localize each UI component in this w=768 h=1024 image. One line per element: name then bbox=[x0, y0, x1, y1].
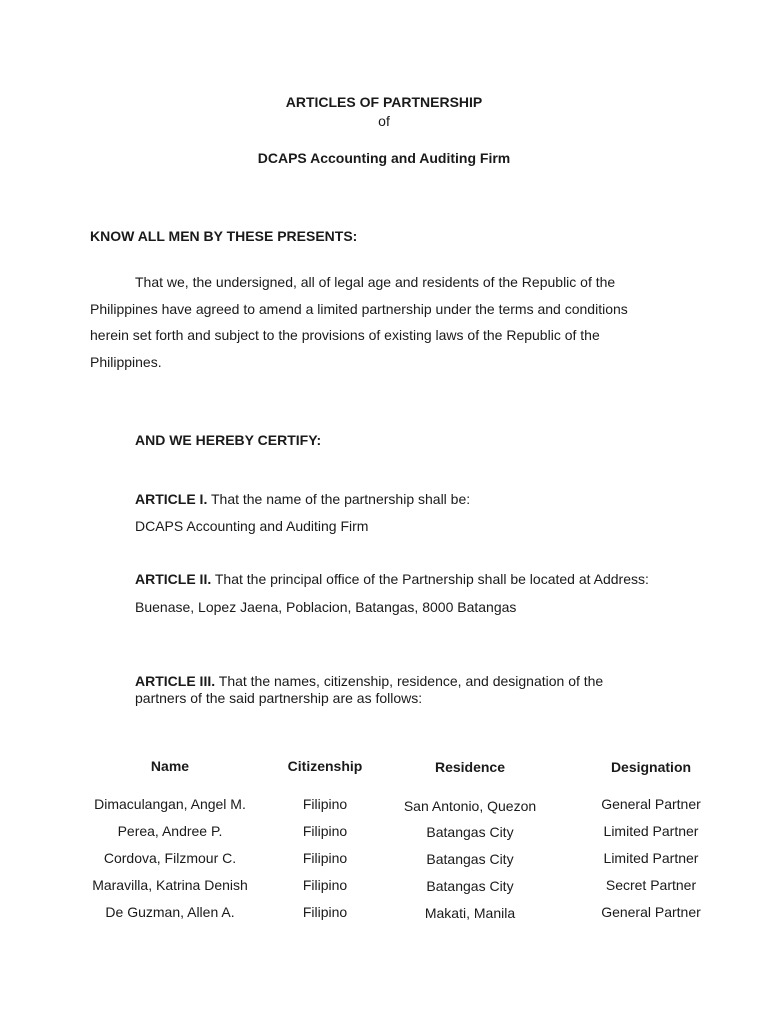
know-all-heading: KNOW ALL MEN BY THESE PRESENTS: bbox=[90, 228, 358, 244]
article-3-text-2: partners of the said partnership are as follows: bbox=[135, 690, 423, 706]
cell-name: Cordova, Filzmour C. bbox=[103, 850, 237, 866]
cell-residence: San Antonio, Quezon bbox=[403, 798, 537, 814]
firm-name: DCAPS Accounting and Auditing Firm bbox=[257, 150, 511, 166]
cell-residence: Batangas City bbox=[426, 824, 514, 840]
column-header-residence: Residence bbox=[434, 759, 506, 775]
cell-residence: Batangas City bbox=[426, 851, 514, 867]
cell-residence: Makati, Manila bbox=[424, 905, 516, 921]
intro-line-3: herein set forth and subject to the provisions of existing laws of the Republic of the bbox=[90, 327, 600, 343]
article-1-text: That the name of the partnership shall be: bbox=[207, 491, 471, 507]
cell-citizenship: Filipino bbox=[302, 796, 348, 812]
cell-designation: General Partner bbox=[601, 796, 701, 812]
document-title: ARTICLES OF PARTNERSHIP bbox=[285, 94, 483, 110]
article-3-text: That the names, citizenship, residence, and designation of the bbox=[215, 673, 604, 689]
intro-line-2: Philippines have agreed to amend a limited partnership under the terms and conditions bbox=[90, 300, 628, 317]
cell-name: Dimaculangan, Angel M. bbox=[94, 796, 246, 812]
cell-designation: Secret Partner bbox=[605, 877, 697, 893]
cell-designation: Limited Partner bbox=[603, 823, 699, 839]
cell-name: De Guzman, Allen A. bbox=[105, 904, 235, 920]
cell-residence: Batangas City bbox=[426, 878, 514, 894]
cell-name: Perea, Andree P. bbox=[117, 823, 223, 839]
article-2-text: That the principal office of the Partnership shall be located at Address: bbox=[211, 571, 649, 587]
intro-line-4: Philippines. bbox=[90, 353, 162, 370]
intro-line-1: That we, the undersigned, all of legal age and residents of the Republic of the bbox=[135, 274, 616, 290]
cell-designation: General Partner bbox=[601, 904, 701, 920]
column-header-name: Name bbox=[150, 758, 190, 774]
cell-citizenship: Filipino bbox=[302, 850, 348, 866]
title-of: of bbox=[378, 113, 390, 129]
intro-paragraph bbox=[90, 269, 690, 375]
cell-citizenship: Filipino bbox=[302, 877, 348, 893]
article-1 bbox=[135, 486, 715, 540]
article-3 bbox=[135, 673, 715, 707]
article-2-value: Buenase, Lopez Jaena, Poblacion, Batangas, 8000 Batangas bbox=[135, 599, 517, 615]
column-header-citizenship: Citizenship bbox=[287, 758, 363, 774]
article-1-value: DCAPS Accounting and Auditing Firm bbox=[135, 518, 369, 534]
article-3-label: ARTICLE III. bbox=[135, 673, 216, 689]
certify-heading: AND WE HEREBY CERTIFY: bbox=[135, 432, 322, 448]
cell-designation: Limited Partner bbox=[603, 850, 699, 866]
cell-name: Maravilla, Katrina Denish bbox=[92, 877, 248, 893]
article-2 bbox=[135, 565, 715, 621]
cell-citizenship: Filipino bbox=[302, 823, 348, 839]
column-header-designation: Designation bbox=[610, 759, 692, 775]
article-1-label: ARTICLE I. bbox=[135, 491, 208, 507]
cell-citizenship: Filipino bbox=[302, 904, 348, 920]
article-2-label: ARTICLE II. bbox=[135, 571, 212, 587]
